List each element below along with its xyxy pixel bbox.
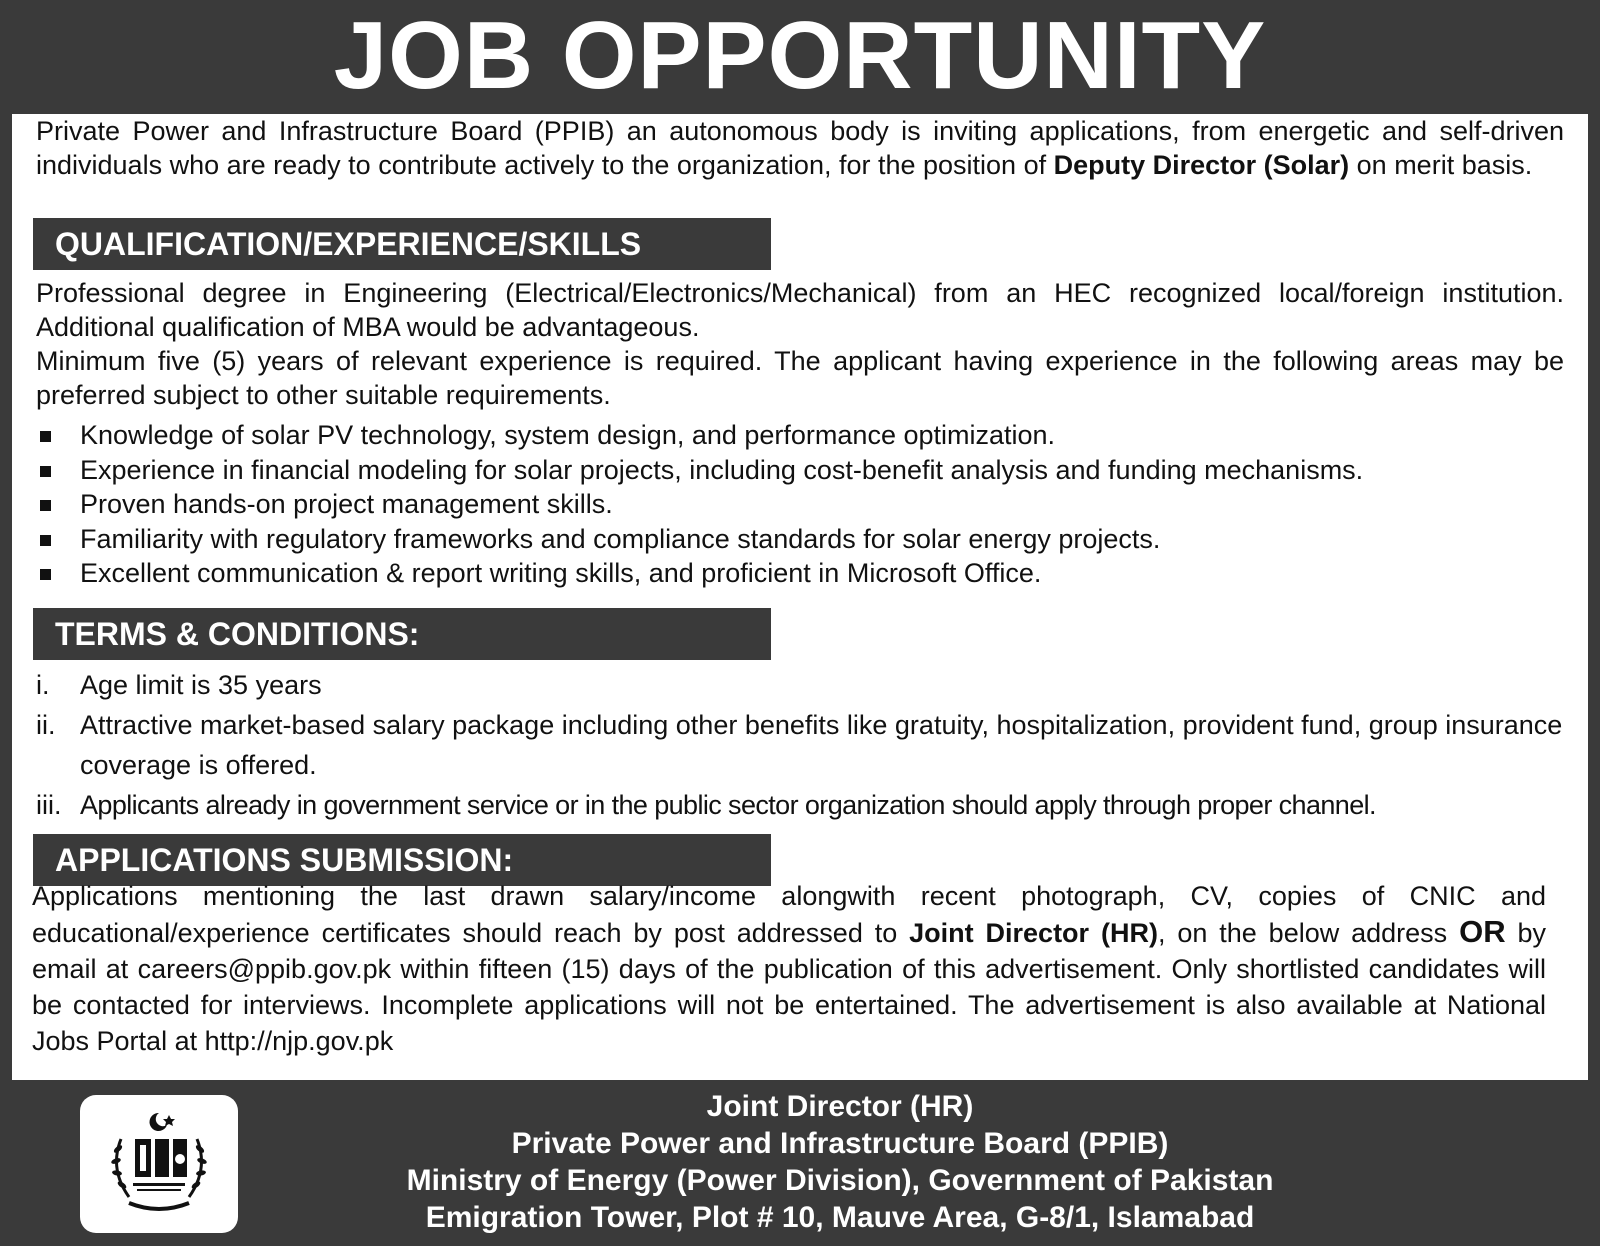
intro-text: Private Power and Infrastructure Board (PPIB) an autonomous body is inviting applications, from energetic and self-driven individuals who are ready to contribute actively to the organization, for the position of (36, 116, 1564, 180)
terms-list (36, 665, 1566, 825)
submission-heading: APPLICATIONS SUBMISSION: (33, 834, 771, 886)
content-panel (12, 114, 1588, 1080)
submission-paragraph: Applications mentioning the last drawn salary/income alongwith recent photograph, CV, copies of CNIC and educational/experience certificates should reach by post addressed to Joint Director (HR), on the below address OR by email at careers@ppib.gov.pk within fifteen (15) days of the publication of this advertisement. Only shortlisted candidates will be contacted for interviews. Incomplete applications will not be entertained. The advertisement is also available at National Jobs Portal at http://njp.gov.pk (32, 881, 1546, 1056)
list-item: Familiarity with regulatory frameworks and compliance standards for solar energy projects. (36, 522, 1576, 557)
addressee: Joint Director (HR) (909, 918, 1158, 948)
terms-heading: TERMS & CONDITIONS: (33, 608, 771, 660)
qualification-heading: QUALIFICATION/EXPERIENCE/SKILLS (33, 218, 771, 270)
bullet-icon (40, 466, 51, 477)
list-item: Proven hands-on project management skills. (36, 487, 1576, 522)
position-title: Deputy Director (Solar) (1053, 150, 1350, 180)
list-item: Knowledge of solar PV technology, system design, and performance optimization. (36, 418, 1576, 453)
ppib-logo (80, 1095, 238, 1233)
list-item: iii. Applicants already in government service or in the public sector organization should apply through proper channel. (36, 790, 1376, 820)
qualification-paragraph-2: Minimum five (5) years of relevant experience is required. The applicant having experience in the following areas may be preferred subject to other suitable requirements. (36, 346, 1564, 410)
list-item: Excellent communication & report writing skills, and proficient in Microsoft Office. (36, 556, 1576, 591)
list-item: ii. Attractive market-based salary package including other benefits like gratuity, hospitalization, provident fund, group insurance coverage is offered. (36, 710, 1563, 780)
or-emphasis: OR (1459, 914, 1506, 949)
qualification-paragraph-1: Professional degree in Engineering (Electrical/Electronics/Mechanical) from an HEC recognized local/foreign institution. Additional qualification of MBA would be advantageous. (36, 278, 1564, 342)
footer-line-4: Emigration Tower, Plot # 10, Mauve Area, G-8/1, Islamabad (425, 1201, 1255, 1234)
bullet-icon (40, 431, 51, 442)
list-item: Experience in financial modeling for solar projects, including cost-benefit analysis and funding mechanisms. (36, 453, 1576, 488)
intro-paragraph (36, 114, 1564, 182)
bullet-icon (40, 569, 51, 580)
page-title: JOB OPPORTUNITY (333, 2, 1267, 109)
intro-text-end: on merit basis. (1349, 150, 1533, 180)
contact-address (280, 1088, 1400, 1236)
footer-line-1: Joint Director (HR) (706, 1090, 974, 1123)
bullet-icon (40, 500, 51, 511)
list-item: i. Age limit is 35 years (36, 670, 322, 700)
bullet-icon (40, 535, 51, 546)
ppib-emblem-icon (99, 1109, 219, 1219)
skills-list (36, 418, 1576, 591)
footer-line-2: Private Power and Infrastructure Board (PPIB) (511, 1127, 1169, 1160)
footer-line-3: Ministry of Energy (Power Division), Government of Pakistan (406, 1164, 1274, 1197)
